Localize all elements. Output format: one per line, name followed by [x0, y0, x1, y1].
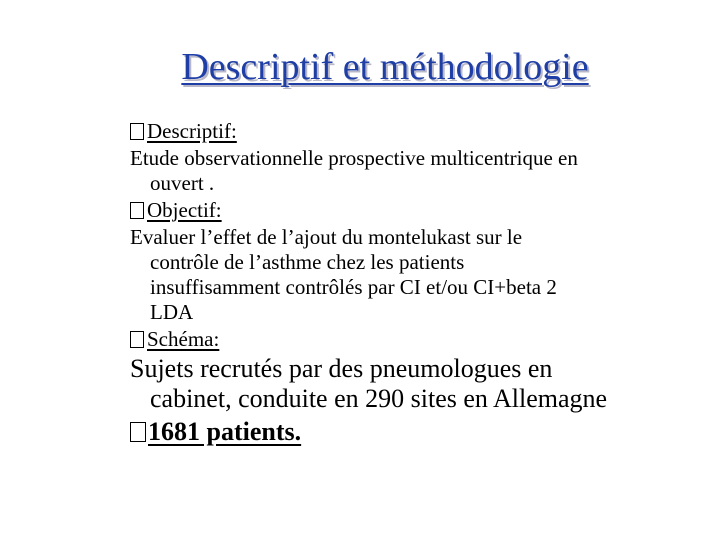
objectif-line-4: LDA	[150, 300, 194, 324]
objectif-line-2: contrôle de l’asthme chez les patients	[150, 250, 465, 274]
descriptif-heading: Descriptif:	[147, 119, 237, 143]
section-heading-descriptif	[130, 117, 700, 146]
descriptif-line-1: Etude observationnelle prospective multicentrique en	[130, 146, 578, 170]
patients-count-label: 1681 patients.	[148, 417, 302, 446]
checkbox-bullet-icon	[130, 202, 144, 219]
section-heading-schema	[130, 325, 700, 354]
checkbox-bullet-icon	[130, 123, 144, 140]
schema-line-2: cabinet, conduite en 290 sites en Allemagne	[150, 384, 608, 413]
checkbox-bullet-icon	[130, 331, 144, 348]
slide-body	[130, 117, 700, 450]
checkbox-bullet-icon	[130, 422, 146, 442]
objectif-heading: Objectif:	[147, 198, 222, 222]
patients-count	[130, 414, 700, 450]
slide-title: Descriptif et méthodologie	[181, 46, 589, 88]
schema-heading: Schéma:	[147, 327, 220, 351]
section-heading-objectif	[130, 196, 700, 225]
schema-line-1: Sujets recrutés par des pneumologues en	[130, 354, 553, 383]
descriptif-line-2: ouvert .	[150, 171, 215, 195]
objectif-line-1: Evaluer l’effet de l’ajout du montelukast sur le	[130, 225, 523, 249]
objectif-line-3: insuffisamment contrôlés par CI et/ou CI+beta 2	[150, 275, 557, 299]
